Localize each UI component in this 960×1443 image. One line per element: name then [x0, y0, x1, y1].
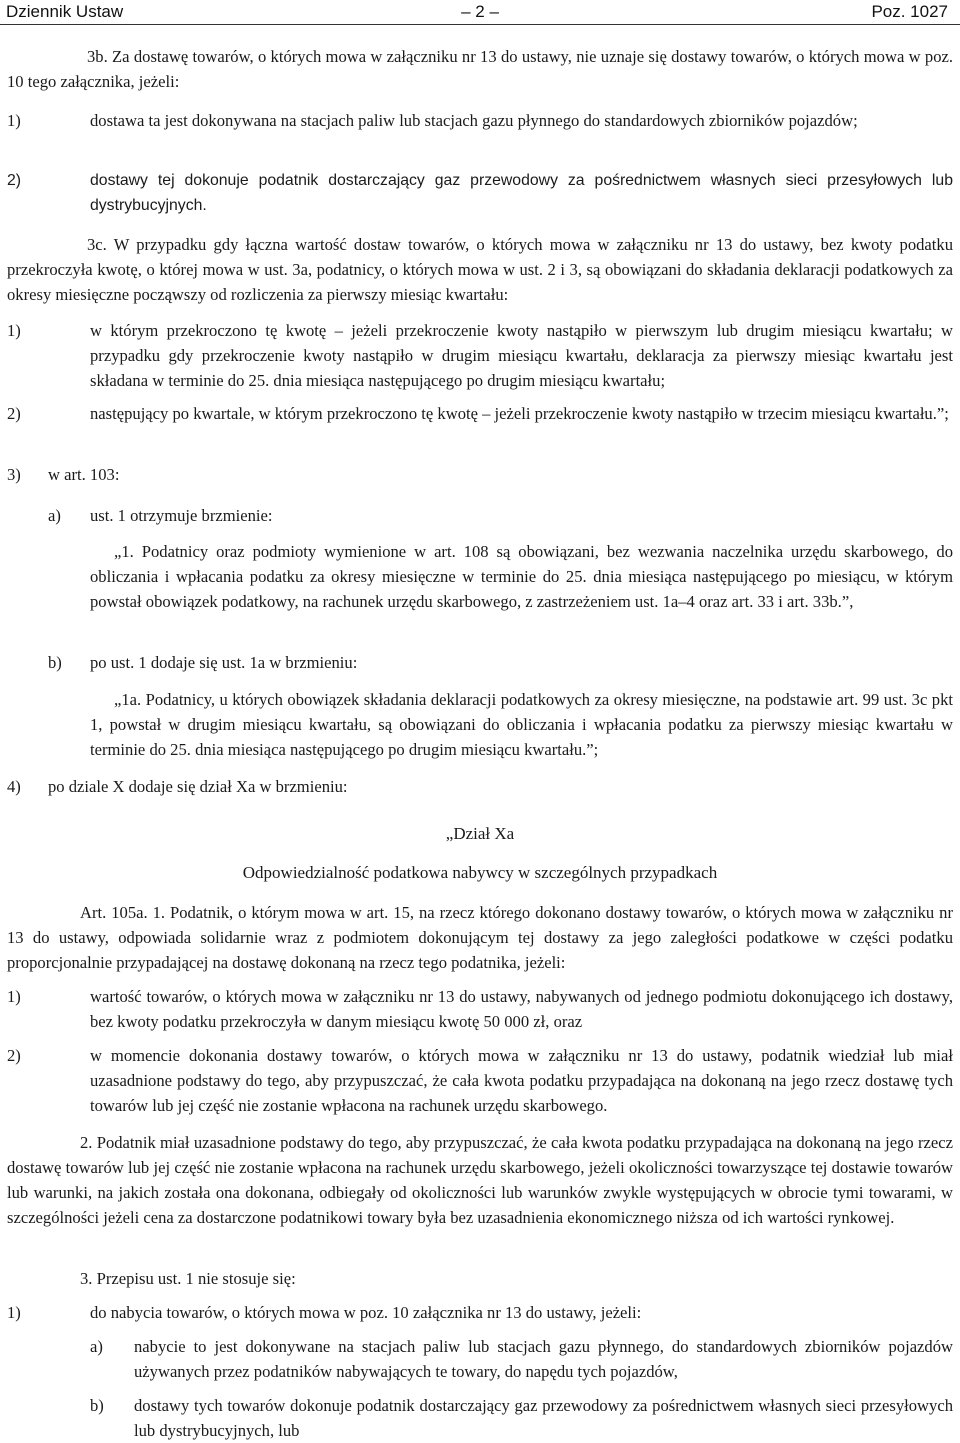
item-letter: a)	[48, 506, 61, 525]
page-number: – 2 –	[461, 2, 499, 21]
item-number: 4)	[7, 777, 21, 796]
paragraph-2: 2. Podatnik miał uzasadnione podstawy do tego, aby przypuszczać, że cała kwota podatku przypadająca na dokonaną na jego rzecz dostawę towarów lub jej część nie zostanie wpłacona na rachunek urzędu skarbowego, jeżeli okoliczności towarzyszące tej dostawie towarów lub warunki, na jakich została ona dokonana, odbiegały od okoliczności lub warunków zwykle występujących w obrocie tymi towarami, w szczególności jeżeli cena za dostarczone podatnikowi towary była bez uzasadnienia ekonomicznego niższa od ich wartości rynkowej.	[7, 1133, 953, 1227]
item-number: 1)	[7, 111, 21, 130]
paragraph-3: 3. Przepisu ust. 1 nie stosuje się:	[80, 1269, 296, 1288]
list-item: dostawy tej dokonuje podatnik dostarczający gaz przewodowy za pośrednictwem własnych sieci przesyłowych lub dystrybucyjnych.	[90, 172, 953, 214]
list-item: w którym przekroczono tę kwotę – jeżeli przekroczenie kwoty nastąpiło w pierwszym lub drugim miesiącu kwartału; w przypadku gdy przekroczenie kwoty nastąpiło w drugim miesiącu kwartału, deklaracja za pierwszy miesiąc kwartału jest składana w terminie do 25. dnia miesiąca następującego po drugim miesiącu kwartału;	[90, 321, 953, 390]
list-item: ust. 1 otrzymuje brzmienie:	[90, 506, 273, 525]
item-number: 3)	[7, 465, 21, 484]
item-number: 1)	[7, 987, 21, 1006]
paragraph-3b: 3b. Za dostawę towarów, o których mowa w załączniku nr 13 do ustawy, nie uznaje się dostawy towarów, o których mowa w poz. 10 tego załącznika, jeżeli:	[7, 47, 953, 91]
item-letter: b)	[90, 1396, 104, 1415]
article-105a: Art. 105a. 1. Podatnik, o którym mowa w art. 15, na rzecz którego dokonano dostawy towarów, o których mowa w załączniku nr 13 do ustawy, odpowiada solidarnie wraz z podmiotem dokonującym tej dostawy za jego zaległości podatkowe w części podatku proporcjonalnie przypadającej na dostawę dokonaną na rzecz tego podatnika, jeżeli:	[7, 903, 953, 972]
list-item: następujący po kwartale, w którym przekroczono tę kwotę – jeżeli przekroczenie kwoty nastąpiło w trzecim miesiącu kwartału.”;	[90, 404, 949, 423]
item-letter: b)	[48, 653, 62, 672]
page-header	[6, 0, 954, 24]
list-item: dostawy tych towarów dokonuje podatnik dostarczający gaz przewodowy za pośrednictwem własnych sieci przesyłowych lub dystrybucyjnych, lub	[134, 1396, 953, 1440]
list-item: po dziale X dodaje się dział Xa w brzmieniu:	[48, 777, 348, 796]
paragraph-3c: 3c. W przypadku gdy łączna wartość dostaw towarów, o których mowa w załączniku nr 13 do ustawy, bez kwoty podatku przekroczyła kwotę, o której mowa w ust. 3a, podatnicy, o których mowa w ust. 2 i 3, są obowiązani do składania deklaracji podatkowych za okresy miesięczne począwszy od rozliczenia za pierwszy miesiąc kwartału:	[7, 235, 953, 304]
position-number: Poz. 1027	[871, 2, 948, 21]
item-number: 2)	[7, 404, 21, 423]
list-item: do nabycia towarów, o których mowa w poz. 10 załącznika nr 13 do ustawy, jeżeli:	[90, 1303, 642, 1322]
section-subtitle: Odpowiedzialność podatkowa nabywcy w szczególnych przypadkach	[242, 863, 718, 882]
item-number: 1)	[7, 1303, 21, 1322]
list-item: w momencie dokonania dostawy towarów, o których mowa w załączniku nr 13 do ustawy, podatnik wiedział lub miał uzasadnione podstawy do tego, aby przypuszczać, że cała kwota podatku przypadająca na dokonaną na jego rzecz dostawę tych towarów lub jej część nie zostanie wpłacona na rachunek urzędu skarbowego.	[90, 1046, 953, 1115]
section-title: „Dział Xa	[445, 824, 515, 843]
quoted-provision: „1. Podatnicy oraz podmioty wymienione w art. 108 są obowiązani, bez wezwania naczelnika urzędu skarbowego, do obliczania i wpłacania podatku za okresy miesięczne w terminie do 25. dnia miesiąca następującego po miesiącu, w którym powstał obowiązek podatkowy, na rachunek urzędu skarbowego, z zastrzeżeniem ust. 1a–4 oraz art. 33 i art. 33b.”,	[90, 542, 953, 611]
list-item: w art. 103:	[48, 465, 120, 484]
header-rule	[0, 24, 960, 25]
list-item: wartość towarów, o których mowa w załączniku nr 13 do ustawy, nabywanych od jednego podmiotu dokonującego ich dostawy, bez kwoty podatku przekroczyła w danym miesiącu kwotę 50 000 zł, oraz	[90, 987, 953, 1031]
list-item: po ust. 1 dodaje się ust. 1a w brzmieniu:	[90, 653, 358, 672]
item-number: 2)	[7, 172, 22, 189]
item-number: 1)	[7, 321, 21, 340]
item-number: 2)	[7, 1046, 21, 1065]
journal-title: Dziennik Ustaw	[6, 2, 124, 21]
list-item: dostawa ta jest dokonywana na stacjach paliw lub stacjach gazu płynnego do standardowych zbiorników pojazdów;	[90, 111, 858, 130]
list-item: nabycie to jest dokonywane na stacjach paliw lub stacjach gazu płynnego, do standardowych zbiorników pojazdów używanych przez podatników nabywających te towary, do napędu tych pojazdów,	[134, 1337, 953, 1381]
item-letter: a)	[90, 1337, 103, 1356]
quoted-provision: „1a. Podatnicy, u których obowiązek składania deklaracji podatkowych za okresy miesięczne, na podstawie art. 99 ust. 3c pkt 1, powstał w drugim miesiącu kwartału, są obowiązani do obliczania i wpłacania podatku za pierwszy miesiąc kwartału w terminie do 25. dnia miesiąca następującego po drugim miesiącu kwartału.”;	[90, 690, 953, 759]
